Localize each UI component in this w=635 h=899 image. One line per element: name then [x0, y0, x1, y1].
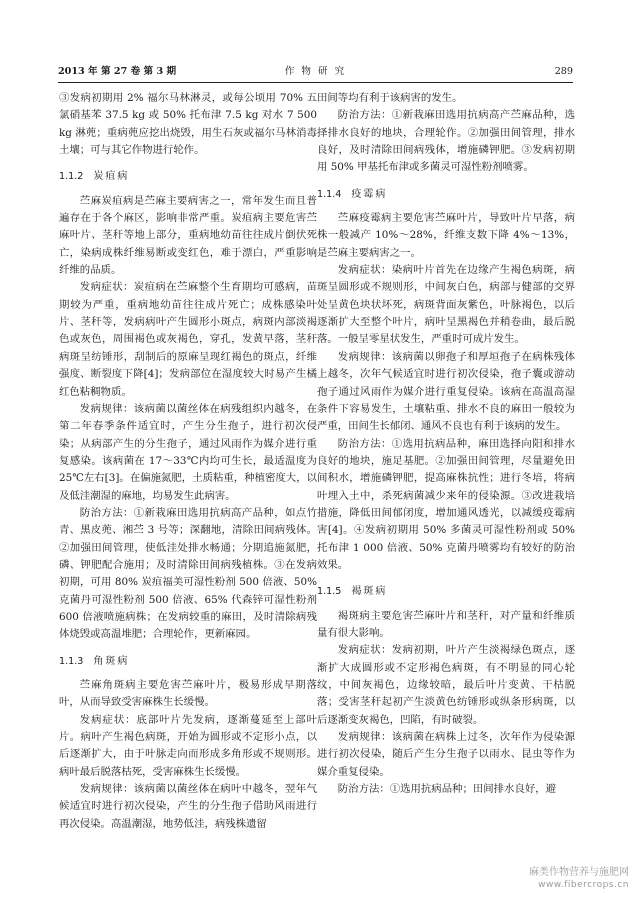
section-title: 褐斑病	[351, 586, 388, 598]
watermark-site-name: 麻类作物营养与施肥网	[529, 867, 629, 878]
section-title: 炭疽病	[93, 171, 130, 183]
body-paragraph: ③发病初期用 2% 福尔马林淋灵，或每公顷用 70% 五氯硝基苯 37.5 kg 或 50% 托布津 7.5 kg 对水 7 500 kg 淋蔸；重病蔸应挖出烧毁，用生石灰或福尔马林消毒土壤；可与其它作物进行轮作。	[59, 92, 317, 157]
site-watermark	[499, 866, 629, 891]
section-heading	[317, 583, 575, 600]
page-header	[58, 64, 573, 80]
section-heading	[59, 653, 317, 670]
section-number: 1.1.2	[59, 171, 84, 183]
section-number: 1.1.5	[317, 586, 342, 598]
body-paragraph: 发病规律：该病菌在病株上过冬，次年作为侵染源进行初次侵染，随后产生分生孢子以雨水、昆虫等作为媒介重复侵染。	[317, 731, 575, 778]
section-number: 1.1.4	[317, 188, 342, 200]
body-paragraph: 防治方法：①选用抗病品种，麻田选择向阳和排水良好的地块，施足基肥。②加强田间管理，尽量避免田间积水，增施磷钾肥，提高麻株抗性；进行冬培，将病叶埋入土中，杀死病菌减少来年的侵染源。③改进栽培措施，降低田间郁闭度，增加通风透光，以减缓疫霉病害[4]。④发病初期用 50% 多菌灵可湿性粉剂或 50% 托布津 1 000 倍液、50% 克菌丹喷雾均有较好的防治效果。	[317, 437, 575, 571]
body-paragraph: 苎麻疫霉病主要危害苎麻叶片，导致叶片早落，病株一般减产 10%～28%，纤维支数下降 4%～13%，是苎麻主要病害之一。	[317, 212, 575, 259]
left-column	[59, 90, 317, 833]
section-heading	[317, 186, 575, 203]
body-paragraph: 发病规律：该病菌以菌丝体在病残组织内越冬，在第二年春季条件适宜时，产生分生孢子，进行初次侵染；从病部产生的分生孢子，通过风雨作为媒介进行重复感染。该病菌在 17～33℃内均可生长，最适温度为 25℃左右[3]。在偏施氮肥，土质粘重，种植密度大，以及低洼潮湿的麻地，均易发生此病害。	[59, 402, 317, 502]
body-paragraph: 发病规律：该病菌以卵孢子和厚垣孢子在病株残体上越冬，次年气候适宜时进行初次侵染，孢子囊或游动孢子通过风雨作为媒介进行重复侵染。该病在高温高湿条件下容易发生，土壤粘重、排水不良的麻田一般较为严重，田间生长郁闭、通风不良也有利于该病的发生。	[317, 350, 575, 433]
journal-issue: 2013 年 第 27 卷 第 3 期	[58, 66, 177, 77]
section-heading	[59, 168, 317, 185]
body-paragraph: 防治方法：①新栽麻田选用抗病高产苎麻品种，选择排水良好的地块，合理轮作。②加强田间管理，排水良好，及时清除田间病残体，增施磷钾肥。③发病初期用 50% 甲基托布津或多菌灵可湿性粉剂喷雾。	[317, 109, 575, 174]
body-paragraph: 田间等均有利于该病害的发生。	[317, 92, 463, 104]
body-paragraph: 发病症状：炭疽病在苎麻整个生育期均可感病，苗期较为严重，重病地幼苗往往成片死亡；成株感染叶片、茎秆等，发病病叶产生圆形小斑点，病斑内部淡褐色或灰色，周围褐色或灰褐色，穿孔，发黄早落，茎秆病斑呈纺锤形，刮制后的原麻呈现红褐色的斑点，纤维强度、断裂度下降[4]；发病部位在湿度较大时易产生橘红色粘稠物质。	[59, 281, 317, 398]
body-paragraph: 防治方法：①新栽麻田选用抗病高产品种，如点竹青、黑皮蔸、湘苎 3 号等；深翻地，清除田间病残体。②加强田间管理，使低洼处排水畅通；分期追施氮肥，磷、钾肥配合施用；及时清除田间病残植株。③在发病初期，可用 80% 炭疽福美可湿性粉剂 500 倍液、50% 克菌丹可湿性粉剂 500 倍液、65% 代森锌可湿性粉剂 600 倍液喷施病株；在发病较重的麻田，及时清除病残体烧毁或高温堆肥；合理轮作，更新麻园。	[59, 506, 317, 641]
body-paragraph: 防治方法：①选用抗病品种；田间排水良好，避	[337, 783, 556, 796]
page-number: 289	[554, 66, 573, 77]
section-title: 角斑病	[93, 655, 130, 667]
body-paragraph: 发病症状：底部叶片先发病，逐渐蔓延至上部叶片。病叶产生褐色病斑，开始为圆形或不定形小点，以后逐渐扩大，由于叶脉走向而形成多角形或不规则形。病叶最后脱落枯死，受害麻株生长缓慢。	[59, 713, 317, 778]
journal-title: 作 物 研 究	[284, 66, 347, 77]
section-title: 疫霉病	[351, 188, 388, 200]
right-column	[317, 90, 575, 798]
body-paragraph: 发病症状：染病叶片首先在边缘产生褐色病斑，病斑呈圆形或不规则形，中间灰白色，病部与健部的交界处呈黄色块状坏死，病斑背面灰紫色，叶脉褐色，以后逐渐扩大至整个叶片，病叶呈黑褐色并稍卷曲，最后脱落。一般呈零星状发生，严重时可成片发生。	[317, 264, 575, 346]
body-paragraph: 发病症状：发病初期，叶片产生淡褐绿色斑点，逐渐扩大成圆形或不定形褐色病斑，有不明显的同心轮纹，中间灰褐色，边缘较暗，最后叶片变黄、干枯脱落；受害茎秆起初产生淡黄色纺锤形或纵条形病斑，以后逐渐变灰褐色，凹陷，有时破裂。	[317, 644, 575, 726]
body-paragraph: 苎麻角斑病主要危害苎麻叶片，极易形成早期落叶，从而导致受害麻株生长缓慢。	[59, 679, 317, 709]
body-paragraph: 苎麻炭疽病是苎麻主要病害之一，常年发生而且普遍存在于各个麻区，影响非常严重。炭疽病主要危害苎麻叶片、茎秆等地上部分，重病地幼苗往往成片倒伏死亡，染病成株纤维易断或变红色，难于漂白，严重影响纤维的品质。	[59, 194, 317, 277]
header-rule	[58, 82, 573, 83]
body-paragraph: 褐斑病主要危害苎麻叶片和茎秆，对产量和纤维质量有很大影响。	[317, 609, 575, 639]
section-number: 1.1.3	[59, 655, 84, 667]
body-paragraph: 发病规律：该病菌以菌丝体在病叶中越冬，翌年气候适宜时进行初次侵染，产生的分生孢子借助风雨进行再次侵染。高温潮湿，地势低洼，病残株遗留	[59, 783, 317, 830]
watermark-url: www.fibercrops.cn	[538, 880, 629, 890]
